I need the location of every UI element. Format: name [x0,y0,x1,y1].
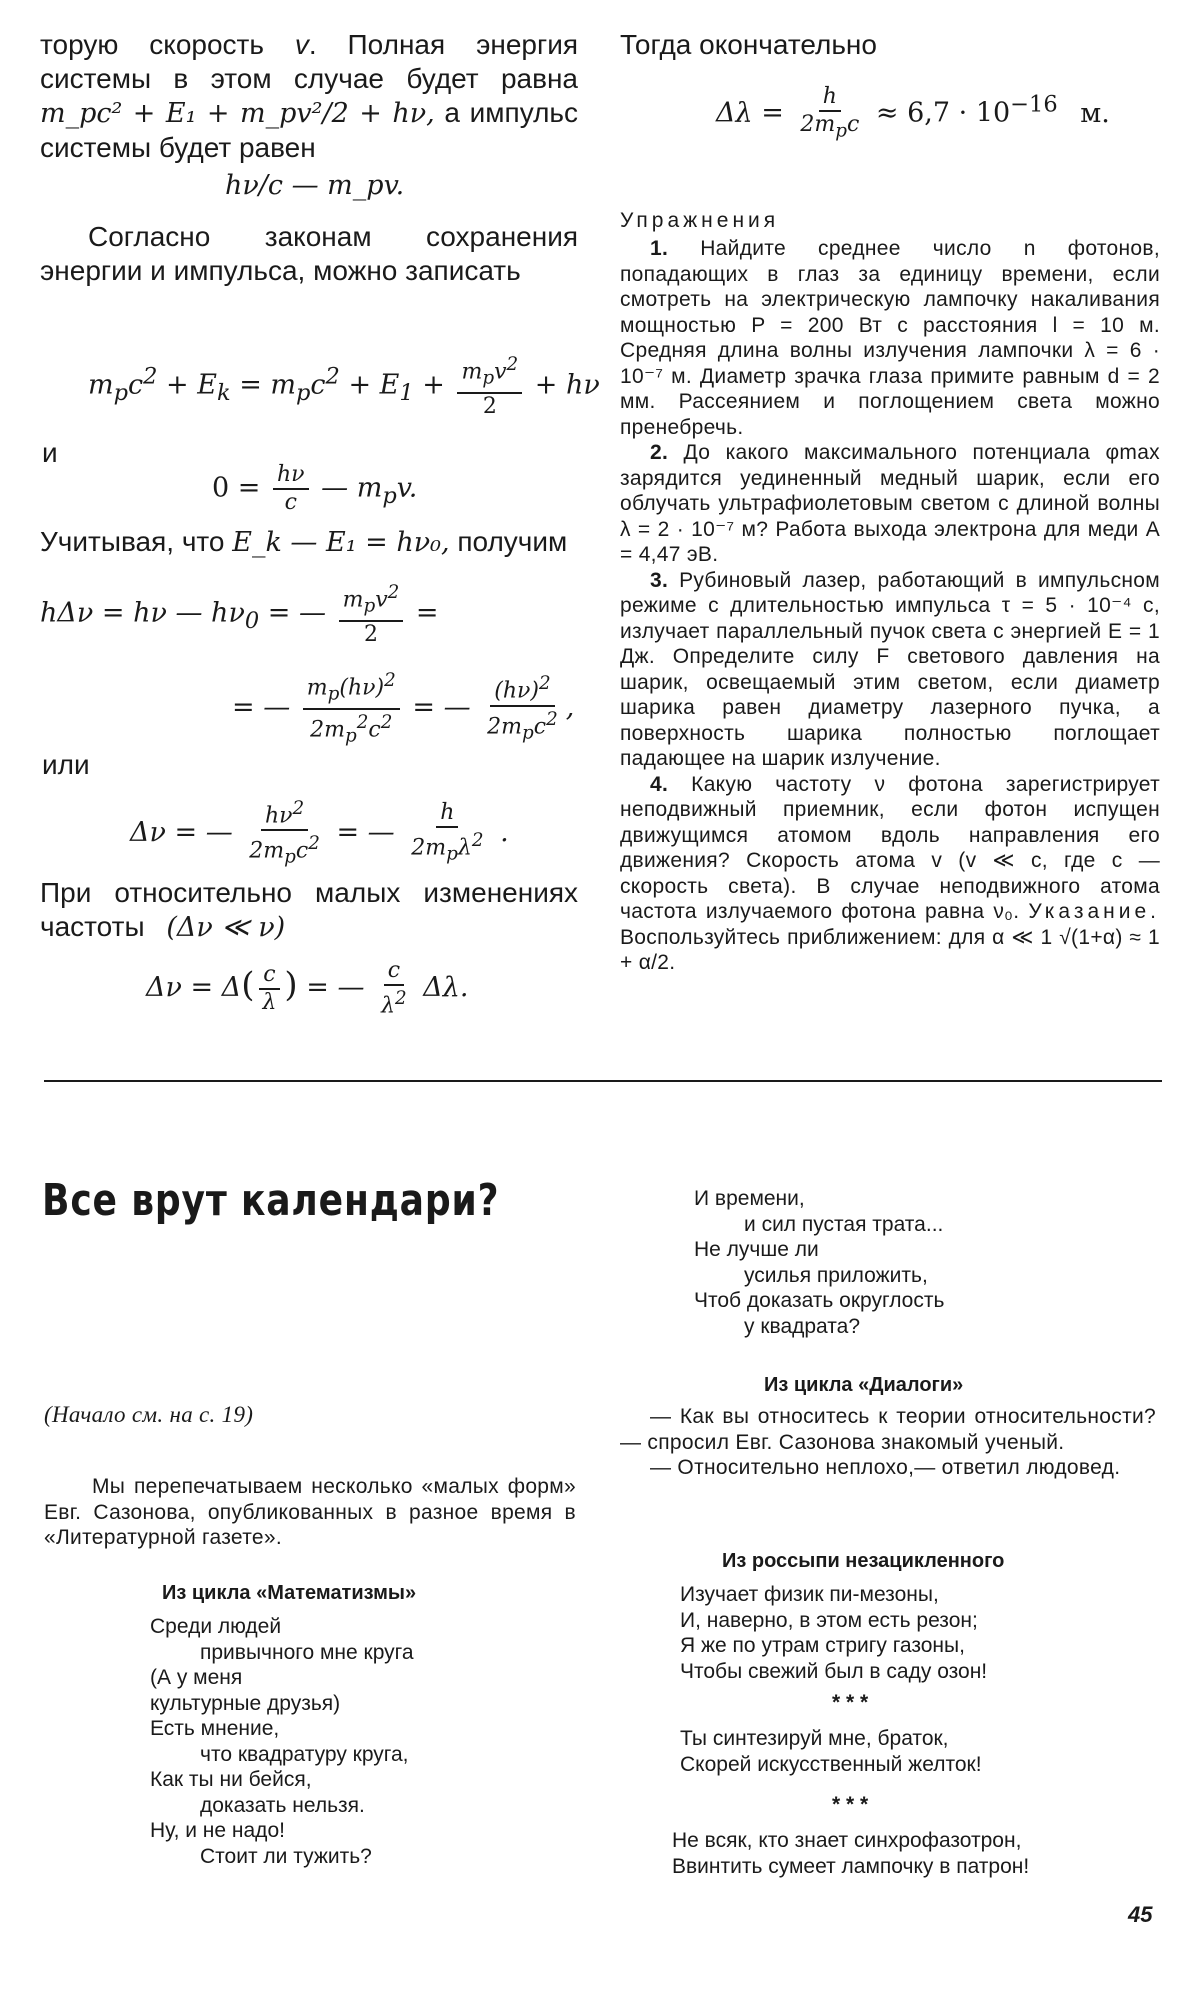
paragraph-conservation: Согласно законам сохранения энергии и импульса, можно записать [40,221,578,286]
cycle-dialogues-heading: Из цикла «Диалоги» [764,1374,964,1396]
left-column-top [40,28,578,165]
stars-separator-2: * * * [832,1793,869,1816]
momentum-equation: hν/c — m_pv. [225,170,405,201]
stars-separator-1: * * * [832,1691,869,1714]
considering-line: Учитывая, что E_k — E₁ = hν₀, получим [40,526,568,558]
poem-yolk: Ты синтезируй мне, браток, Скорей искусственный желток! [680,1727,982,1776]
continuation-note: (Начало см. на с. 19) [44,1402,254,1427]
cycle-uncycled-heading: Из россыпи незацикленного [722,1550,1005,1572]
page-number: 45 [1128,1902,1153,1927]
h-delta-nu-equation-cont: = — $\frac{m_p(h\nu)^2}{2m_p^2c^2}$ = — $\frac{(h\nu)^2}{2m_pc^2}$ , [232,670,575,747]
cycle-mathematisms-heading: Из цикла «Математизмы» [162,1582,417,1604]
poem-mathematisms: Среди людей привычного мне круга (А у меня культурные друзья) Есть мнение, что квадратуру круга, Как ты ни бейся, доказать нельзя. Ну, и не надо! Стоит ли тужить? [150,1615,414,1868]
article-intro: Мы перепечатываем несколько «малых форм» Евг. Сазонова, опубликованных в разное время в «Литературной газете». [44,1475,576,1549]
delta-nu-lambda-equation: Δν = Δ( $\frac{c}{\lambda}$ ) = — $\frac{c}{\lambda^2}$ Δλ. [146,958,469,1019]
or-word: или [42,749,90,780]
energy-conservation-equation: $m_pc^2 + E_k = m_pc^2 + E_1$ + $\frac{m_pv^2}{2}$ + hν [88,354,600,419]
paragraph-energy: торую скорость v. Полная энергия системы в этом случае будет равна m_pc² + E₁ + m_pv²/2 + hν, а импульс системы будет равен [40,29,578,163]
hint-text: Воспользуйтесь приближением: для α ≪ 1 √(1+α) ≈ 1 + α/2. [620,925,1160,974]
poem-synchrophasotron: Не всяк, кто знает синхрофазотрон, Ввинтить сумеет лампочку в патрон! [672,1829,1030,1878]
exercise-4: 4. Какую частоту ν фотона зарегистрирует неподвижный приемник, если фотон испущен движущимся атомом вдоль направления его движения? Скорость атома v (v ≪ c, где c — скорость света). В случае неподвижного атома частота излучаемого фотона равна ν₀. Указание. Воспользуйтесь приближением: для α ≪ 1 √(1+α) ≈ 1 + α/2. [620,772,1161,974]
final-result-equation: Δλ = $\frac{h}{2m_pc}$ ≈ $6,7 \cdot 10^{-16}$ м. [716,84,1110,142]
h-delta-nu-equation: hΔν = hν — $h\nu_0$ = — $\frac{m_pv^2}{2}$ = [40,582,439,647]
and-word: и [42,437,58,468]
dialogues-text: — Как вы относитесь к теории относительности? — спросил Евг. Сазонова знакомый ученый. — Относительно неплохо,— ответил людовед. [620,1405,1156,1479]
momentum-conservation-equation: 0 = $\frac{h\nu}{c}$ — $m_pv$. [212,462,418,515]
exercise-1: 1. Найдите среднее число n фотонов, попадающих в глаз за единицу времени, если смотреть на электрическую лампочку накаливания мощностью P = 200 Вт с расстояния l = 10 м. Средняя длина волны излучения лампочки λ = 6 · 10⁻⁷ м. Диаметр зрачка глаза примите равным d = 2 мм. Рассеянием и поглощением света можно пренебречь. [620,237,1161,439]
exercises-list [620,236,1160,976]
delta-nu-equation: Δν = — $\frac{h\nu^2}{2m_pc^2}$ = — $\frac{h}{2m_p\lambda^2}$ . [130,798,509,869]
paragraph-small-changes: При относительно малых изменениях частоты (Δν ≪ ν) [40,877,578,943]
hint-label: Указание. [1028,900,1160,923]
section-divider [44,1080,1162,1082]
poem-mathematisms-continued: И времени, и сил пустая трата... Не лучше ли усилья приложить, Чтоб доказать округлость у квадрата? [694,1187,945,1338]
article-title: Все врут календари? [42,1175,500,1226]
poem-mesons: Изучает физик пи-мезоны, И, наверно, в этом есть резон; Я же по утрам стригу газоны, Чтобы свежий был в саду озон! [680,1583,988,1683]
exercise-3: 3. Рубиновый лазер, работающий в импульсном режиме с длительностью импульса τ = 5 · 10⁻⁴ с, излучает параллельный пучок света с энергией E = 1 Дж. Определите силу F светового давления на шарик, освещаемый этим светом, если диаметр шарика равен диаметру лазерного пучка, а поверхность шарика полностью поглощает падающее на шарик излучение. [620,568,1160,770]
exercises-heading: Упражнения [620,209,780,232]
energy-expression: m_pc² + E₁ + m_pv²/2 + hν, [40,98,435,129]
then-final: Тогда окончательно [620,29,877,60]
exercise-2: 2. До какого максимального потенциала φmax зарядится уединенный медный шарик, если его облучать ультрафиолетовым светом с длиной волны λ = 2 · 10⁻⁷ м? Работа выхода электрона для меди A = 4,47 эВ. [620,441,1160,566]
